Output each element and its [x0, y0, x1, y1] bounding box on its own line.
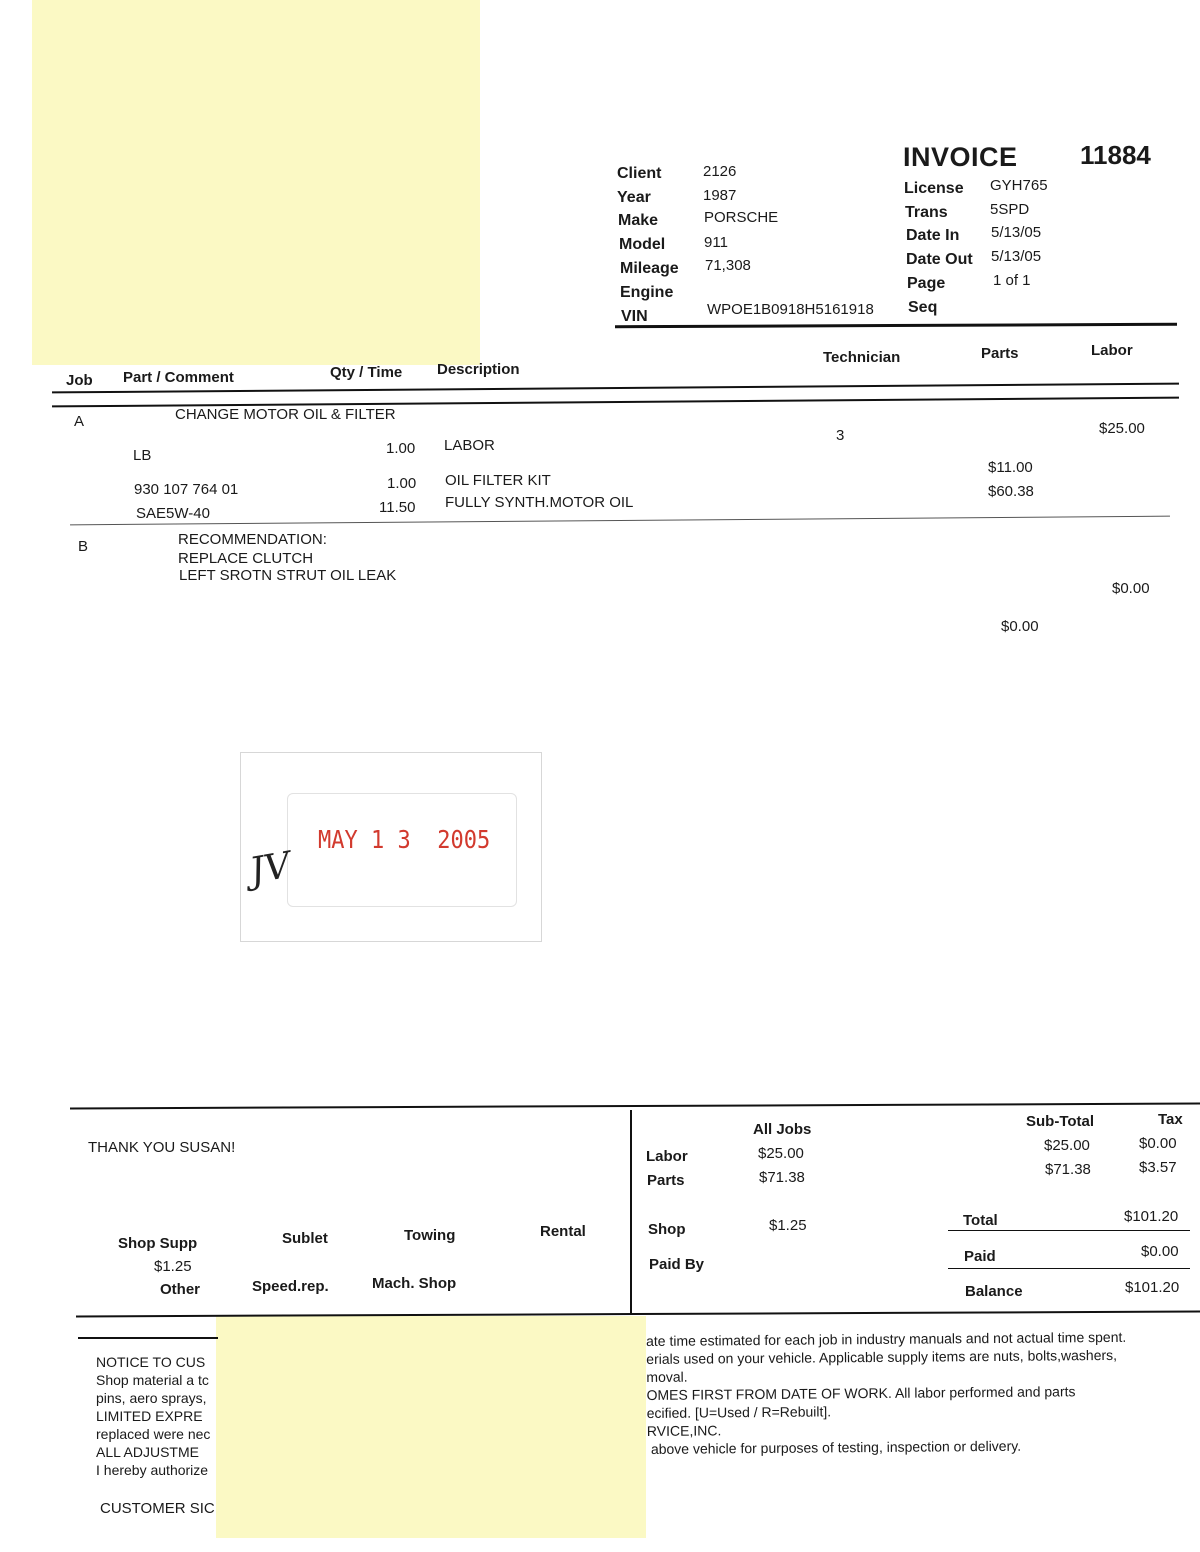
table-row-labor: $25.00 [1099, 420, 1145, 437]
job-b-parts: $0.00 [1001, 618, 1039, 635]
col-job: Job [66, 372, 93, 389]
license-value: GYH765 [990, 177, 1048, 194]
table-row-description: OIL FILTER KIT [445, 472, 551, 489]
table-row: SAE5W-40 [136, 505, 210, 522]
job-a-id: A [74, 413, 85, 430]
sublet-label: Sublet [282, 1230, 328, 1247]
date-out-label: Date Out [906, 251, 973, 268]
total-value: $101.20 [1124, 1208, 1179, 1225]
model-label: Model [619, 236, 666, 253]
labor-total-label: Labor [646, 1148, 688, 1165]
labor-tax: $0.00 [1139, 1135, 1177, 1152]
col-technician: Technician [823, 349, 901, 366]
mileage-label: Mileage [620, 260, 679, 277]
total-rule [948, 1230, 1190, 1231]
shop-label: Shop [648, 1221, 686, 1238]
labor-subtotal: $25.00 [1044, 1137, 1090, 1154]
year-value: 1987 [703, 187, 737, 204]
trans-value: 5SPD [990, 201, 1030, 218]
date-in-value: 5/13/05 [991, 224, 1042, 241]
tax-label: Tax [1158, 1111, 1183, 1128]
job-divider [70, 516, 1170, 526]
parts-all-jobs: $71.38 [759, 1169, 805, 1186]
job-a-title: CHANGE MOTOR OIL & FILTER [175, 406, 396, 423]
job-b-comment-2: REPLACE CLUTCH [178, 550, 314, 567]
sticky-note-top [32, 0, 480, 365]
seq-label: Seq [908, 299, 938, 316]
engine-label: Engine [620, 284, 674, 301]
total-label: Total [963, 1212, 998, 1229]
subtotal-label: Sub-Total [1026, 1113, 1095, 1130]
client-label: Client [617, 165, 662, 182]
job-b-comment-3: LEFT SROTN STRUT OIL LEAK [179, 567, 397, 584]
table-row-qty: 11.50 [379, 499, 416, 516]
model-value: 911 [704, 234, 728, 251]
notice-top-rule [78, 1337, 218, 1339]
paid-value: $0.00 [1141, 1243, 1179, 1260]
date-in-label: Date In [906, 227, 960, 244]
date-out-value: 5/13/05 [991, 248, 1042, 265]
col-qty-time: Qty / Time [330, 364, 403, 381]
mach-shop-label: Mach. Shop [372, 1275, 457, 1292]
job-b-comment-1: RECOMMENDATION: [178, 531, 327, 548]
all-jobs-label: All Jobs [753, 1121, 812, 1138]
shop-value: $1.25 [769, 1217, 807, 1234]
page-label: Page [907, 275, 946, 292]
thank-you-message: THANK YOU SUSAN! [88, 1139, 236, 1156]
table-row-technician: 3 [836, 427, 845, 444]
footer-top-rule [70, 1103, 1200, 1110]
table-row-description: FULLY SYNTH.MOTOR OIL [445, 494, 634, 511]
col-part-comment: Part / Comment [123, 369, 234, 386]
paid-rule [948, 1268, 1190, 1269]
make-value: PORSCHE [704, 209, 779, 226]
table-row-description: LABOR [444, 437, 495, 454]
labor-all-jobs: $25.00 [758, 1145, 804, 1162]
balance-label: Balance [965, 1283, 1023, 1300]
parts-subtotal: $71.38 [1045, 1161, 1091, 1178]
footer-divider-vertical [630, 1110, 632, 1314]
other-label: Other [160, 1281, 201, 1298]
make-label: Make [618, 212, 659, 229]
table-row-qty: 1.00 [386, 440, 416, 457]
invoice-title: INVOICE [903, 142, 1018, 172]
table-row-parts: $11.00 [988, 459, 1033, 476]
header-top-rule [615, 323, 1177, 328]
job-b-labor: $0.00 [1112, 580, 1150, 597]
stamp-initials: JV [246, 844, 294, 893]
client-value: 2126 [703, 163, 737, 180]
table-row-qty: 1.00 [387, 475, 417, 492]
vin-value: WPOE1B0918H5161918 [707, 301, 874, 318]
license-label: License [904, 180, 964, 197]
trans-label: Trans [905, 204, 948, 221]
notice-left-text: NOTICE TO CUS Shop material a tc pins, aero sprays, LIMITED EXPRE replaced were nec ALL ADJUSTME I hereby authorize [96, 1354, 211, 1478]
col-parts: Parts [981, 345, 1019, 362]
sticky-note-bottom [216, 1316, 646, 1538]
mileage-value: 71,308 [705, 257, 751, 274]
col-labor: Labor [1091, 342, 1133, 359]
table-row: 930 107 764 01 [134, 481, 239, 498]
col-description: Description [437, 361, 520, 378]
job-b-id: B [78, 538, 89, 555]
balance-value: $101.20 [1125, 1279, 1180, 1296]
parts-total-label: Parts [647, 1172, 685, 1189]
page-value: 1 of 1 [993, 272, 1031, 289]
speed-rep-label: Speed.rep. [252, 1278, 329, 1295]
table-row-parts: $60.38 [988, 483, 1034, 500]
paid-by-label: Paid By [649, 1256, 705, 1273]
parts-tax: $3.57 [1139, 1159, 1177, 1176]
year-label: Year [617, 189, 651, 206]
paid-label: Paid [964, 1248, 996, 1265]
shop-supp-label: Shop Supp [118, 1235, 198, 1252]
invoice-number: 11884 [1080, 140, 1151, 170]
table-row: LB [133, 447, 152, 464]
customer-signature-label: CUSTOMER SIC [100, 1500, 215, 1517]
vin-label: VIN [621, 308, 648, 325]
stamp-date: MAY 1 3 2005 [318, 826, 491, 855]
shop-supp-value: $1.25 [154, 1258, 192, 1275]
towing-label: Towing [404, 1227, 456, 1244]
rental-label: Rental [540, 1223, 586, 1240]
notice-right-text: ate time estimated for each job in industry manuals and not actual time spent. erials used on your vehicle. Applicable supply items are nuts, bolts,washers, moval. OMES FIRST FROM DATE OF WORK. All labor performed and parts ecified. [U=Used / R=Rebuilt]. RVICE,INC. above vehicle for purposes of testing, inspection or delivery. [646, 1328, 1127, 1457]
